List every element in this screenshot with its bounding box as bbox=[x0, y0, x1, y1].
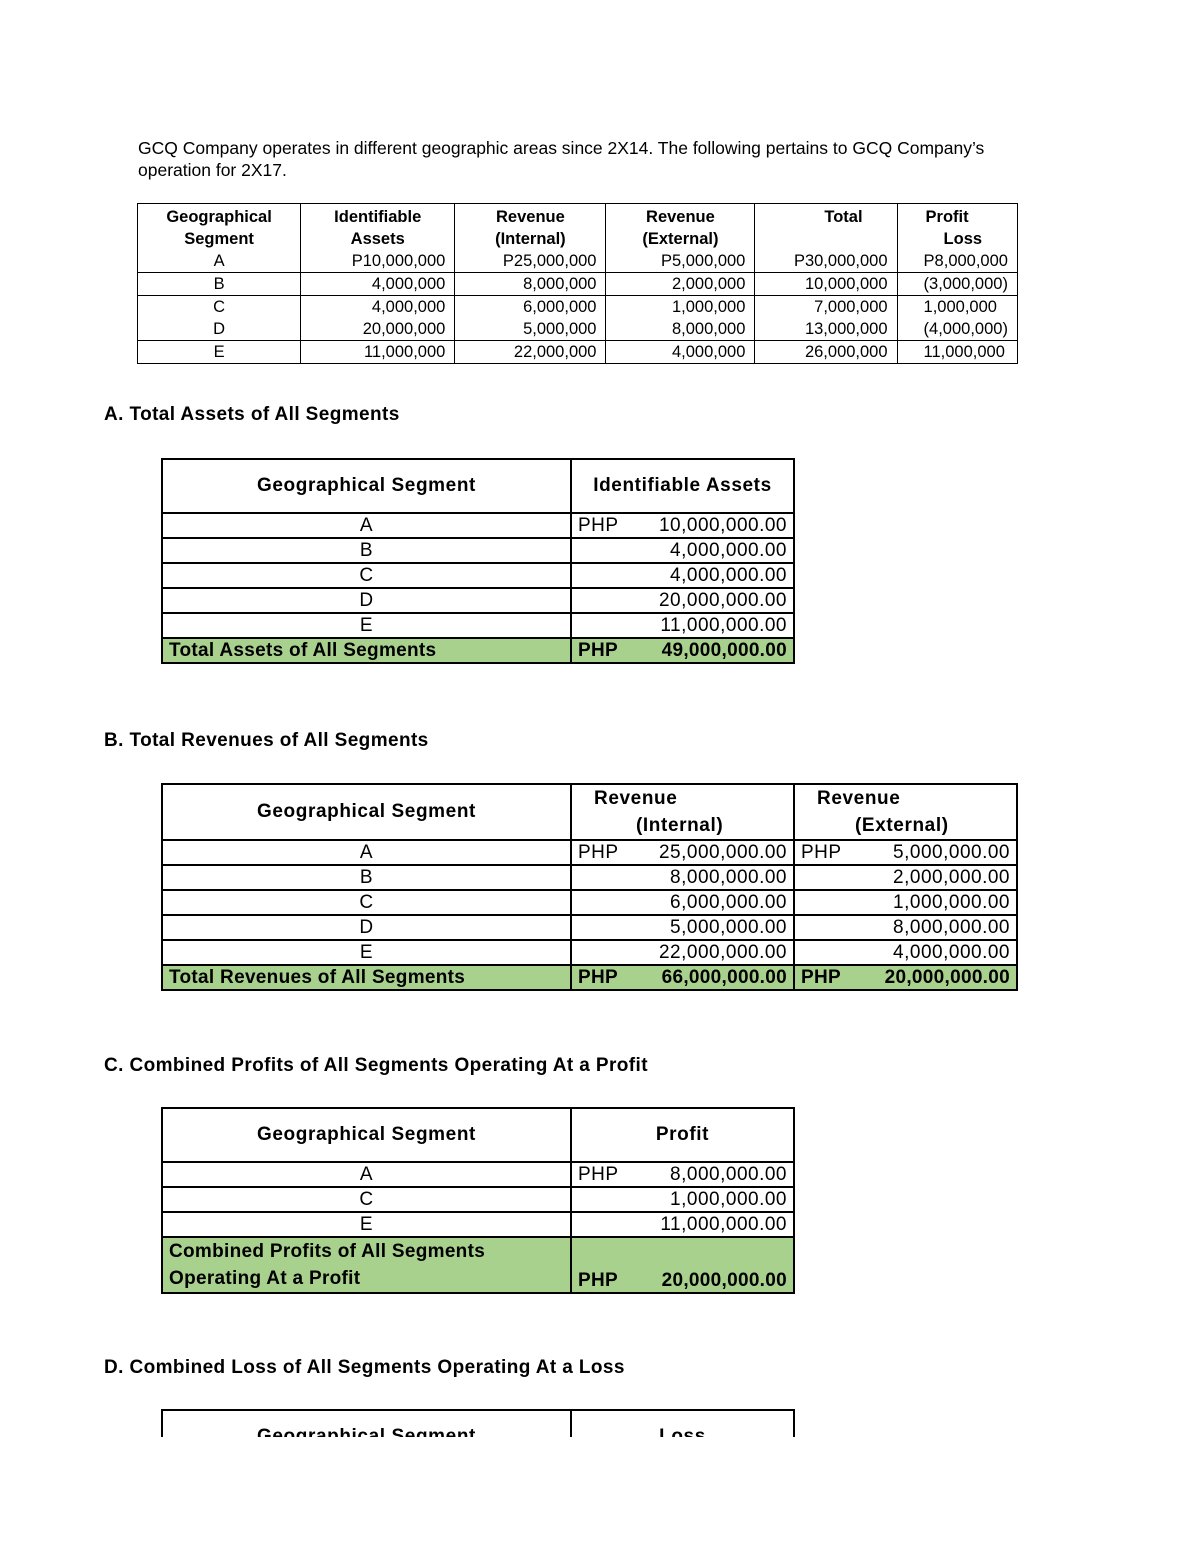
section-b-table bbox=[161, 783, 1018, 991]
header-revenue-internal: Revenue (Internal) bbox=[455, 204, 606, 251]
section-a-table bbox=[161, 458, 795, 664]
table-row: D 20,000,000 5,000,000 8,000,000 13,000,000 (4,000,000) bbox=[138, 318, 1018, 341]
col-assets-header: Identifiable Assets bbox=[571, 459, 794, 513]
header-segment: Geographical Segment bbox=[138, 204, 301, 251]
table-row: A PHP 10,000,000.00 bbox=[162, 513, 794, 538]
col-profit-header: Profit bbox=[571, 1108, 794, 1162]
total-label: Total Revenues of All Segments bbox=[162, 965, 571, 990]
table-row: E 11,000,000 22,000,000 4,000,000 26,000,000 11,000,000 bbox=[138, 341, 1018, 364]
total-row: Total Assets of All Segments PHP 49,000,000.00 bbox=[162, 638, 794, 663]
intro-clip bbox=[0, 0, 1018, 400]
page-cutoff bbox=[0, 1437, 1200, 1553]
header-total: Total bbox=[755, 204, 897, 251]
table-row: D 20,000,000.00 bbox=[162, 588, 794, 613]
intro-line-2: operation for 2X17. bbox=[138, 160, 287, 180]
total-value: 20,000,000.00 bbox=[661, 1270, 787, 1291]
source-data-table bbox=[137, 203, 1018, 364]
table-row: A P10,000,000 P25,000,000 P5,000,000 P30,000,000 P8,000,000 bbox=[138, 250, 1018, 273]
total-row: Combined Profits of All Segments Operating At a Profit PHP 20,000,000.00 bbox=[162, 1237, 794, 1293]
section-a-heading: A. Total Assets of All Segments bbox=[104, 404, 400, 425]
table-row: D 5,000,000.00 8,000,000.00 bbox=[162, 915, 1017, 940]
table-row: E 11,000,000.00 bbox=[162, 613, 794, 638]
table-row: A PHP 25,000,000.00 PHP 5,000,000.00 bbox=[162, 840, 1017, 865]
table-row: E 11,000,000.00 bbox=[162, 1212, 794, 1237]
col-segment-header: Geographical Segment bbox=[162, 459, 571, 513]
table-row: C 1,000,000.00 bbox=[162, 1187, 794, 1212]
table-row: B 4,000,000.00 bbox=[162, 538, 794, 563]
total-external-value: 20,000,000.00 bbox=[884, 967, 1010, 988]
header-revenue-external: Revenue (External) bbox=[606, 204, 755, 251]
section-c-table bbox=[161, 1107, 795, 1294]
section-c-heading: C. Combined Profits of All Segments Operating At a Profit bbox=[104, 1055, 648, 1076]
total-label: Total Assets of All Segments bbox=[162, 638, 571, 663]
header-assets: Identifiable Assets bbox=[301, 204, 455, 251]
col-revenue-external-header: Revenue (External) bbox=[794, 784, 1017, 840]
intro-paragraph bbox=[138, 137, 984, 181]
section-b-heading: B. Total Revenues of All Segments bbox=[104, 730, 429, 751]
col-revenue-internal-header: Revenue (Internal) bbox=[571, 784, 794, 840]
table-row: C 4,000,000 6,000,000 1,000,000 7,000,000 1,000,000 bbox=[138, 296, 1018, 319]
section-d-heading: D. Combined Loss of All Segments Operating At a Loss bbox=[104, 1357, 625, 1378]
total-row: Total Revenues of All Segments PHP 66,000,000.00 PHP 20,000,000.00 bbox=[162, 965, 1017, 990]
table-row: A PHP 8,000,000.00 bbox=[162, 1162, 794, 1187]
intro-line-1: GCQ Company operates in different geographic areas since 2X14. The following pertains to GCQ Company’s bbox=[138, 138, 985, 158]
total-internal-value: 66,000,000.00 bbox=[661, 967, 787, 988]
table-row: C 6,000,000.00 1,000,000.00 bbox=[162, 890, 1017, 915]
col-segment-header: Geographical Segment bbox=[162, 1108, 571, 1162]
total-value: 49,000,000.00 bbox=[661, 640, 787, 661]
total-label: Combined Profits of All Segments Operating At a Profit bbox=[162, 1237, 571, 1293]
col-segment-header: Geographical Segment bbox=[162, 784, 571, 840]
table-row: B 4,000,000 8,000,000 2,000,000 10,000,000 (3,000,000) bbox=[138, 273, 1018, 296]
header-profit-loss: Profit Loss bbox=[897, 204, 1017, 251]
table-row: E 22,000,000.00 4,000,000.00 bbox=[162, 940, 1017, 965]
table-row: B 8,000,000.00 2,000,000.00 bbox=[162, 865, 1017, 890]
table-row: C 4,000,000.00 bbox=[162, 563, 794, 588]
